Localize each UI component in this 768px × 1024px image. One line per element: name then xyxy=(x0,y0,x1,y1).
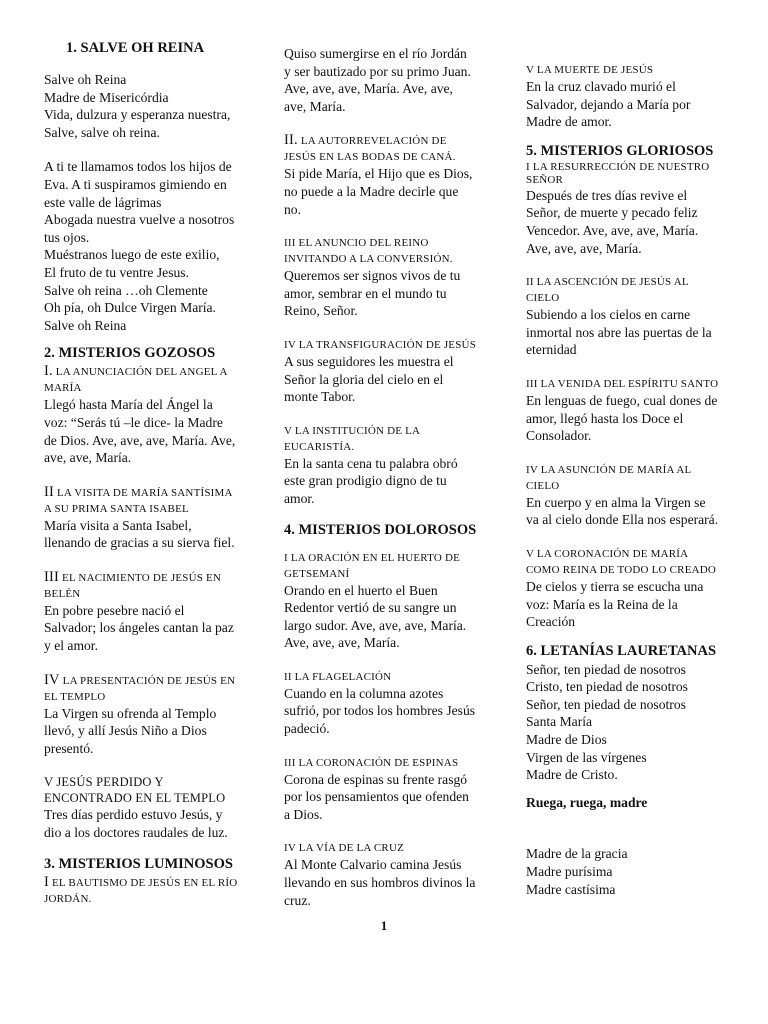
text-line: María visita a Santa Isabel, xyxy=(44,517,192,533)
mystery-number: II xyxy=(44,483,55,500)
text-line: llevó, y allí Jesús Niño a Dios xyxy=(44,723,207,739)
text-line: Madre de la gracia xyxy=(526,846,628,862)
text-line: El fruto de tu ventre Jesus. xyxy=(44,264,189,280)
mystery-title xyxy=(284,840,496,856)
mystery-title xyxy=(526,546,736,578)
mystery-text xyxy=(526,578,736,631)
text-line: Oh pía, oh Dulce Virgen María. xyxy=(44,300,216,316)
text-line: Reino, Señor. xyxy=(284,303,358,319)
text-line: Salve oh reina …oh Clemente xyxy=(44,282,208,298)
text-line: A SU PRIMA SANTA ISABEL xyxy=(44,502,189,515)
text-line: Redentor vertió de su sangre un xyxy=(284,600,457,616)
mystery-title xyxy=(526,376,736,392)
text-line: este gran prodigio digno de tu xyxy=(284,473,447,489)
text-line: va al cielo donde Ella nos esperará. xyxy=(526,512,719,528)
text-line: LA AUTORREVELACIÓN DE xyxy=(297,135,447,148)
text-line: CIELO xyxy=(526,292,560,305)
text-line: Muéstranos luego de este exilio, xyxy=(44,247,220,263)
text-line: Queremos ser signos vivos de tu xyxy=(284,268,461,284)
mystery-title-text xyxy=(44,877,266,907)
text-line: SEÑOR xyxy=(526,173,564,186)
text-line: En la cruz clavado murió el xyxy=(526,79,676,94)
mystery-text xyxy=(284,353,496,406)
mystery-title-text xyxy=(44,487,266,517)
text-line: GETSEMANÍ xyxy=(284,567,350,580)
text-line: BELÉN xyxy=(44,587,81,600)
mystery-number: I. xyxy=(44,363,53,380)
mystery-text xyxy=(44,806,266,841)
text-line: LA VISITA DE MARÍA SANTÍSIMA xyxy=(54,486,233,499)
mystery-number: I xyxy=(44,873,50,890)
text-line: eternidad xyxy=(526,342,577,358)
text-line: III LA VENIDA DEL ESPÍRITU SANTO xyxy=(526,377,719,390)
text-line: Santa María xyxy=(526,714,593,730)
text-line: CIELO xyxy=(526,479,560,492)
column-2 xyxy=(284,45,496,909)
text-line: inmortal nos abre las puertas de la xyxy=(526,324,712,340)
text-line: Salve oh Reina xyxy=(44,72,127,87)
text-line: Eva. A ti suspiramos gimiendo en xyxy=(44,176,227,192)
text-line: EL BAUTISMO DE JESÚS EN EL RÍO xyxy=(49,876,238,889)
mystery-text xyxy=(284,685,496,738)
text-line: Cristo, ten piedad de nosotros xyxy=(526,679,688,695)
text-line: tus ojos. xyxy=(44,229,90,245)
text-line: Salve oh Reina xyxy=(44,317,127,333)
text-line: INVITANDO A LA CONVERSIÓN. xyxy=(284,253,453,266)
mystery-text xyxy=(284,455,496,508)
text-line: Si pide María, el Hijo que es Dios, xyxy=(284,166,473,182)
text-line: Después de tres días revive el xyxy=(526,187,688,203)
text-line: largo sudor. Ave, ave, ave, María. xyxy=(284,617,467,633)
text-line: Madre de Dios xyxy=(526,732,607,748)
mystery-title xyxy=(44,569,266,602)
mystery-title xyxy=(526,462,736,494)
text-line: Salvador; los ángeles cantan la paz xyxy=(44,620,234,636)
text-line: a Dios. xyxy=(284,806,323,822)
column-1 xyxy=(44,38,266,907)
text-line: llevando en sus hombros divinos la xyxy=(284,875,476,891)
mystery-title xyxy=(284,755,496,771)
text-line: Consolador. xyxy=(526,428,592,444)
text-line: I LA RESURRECCIÓN DE NUESTRO xyxy=(526,160,710,173)
text-line: II LA FLAGELACIÓN xyxy=(284,670,392,683)
text-line: IV LA VÍA DE LA CRUZ xyxy=(284,842,405,855)
mystery-text xyxy=(44,517,266,552)
text-line: Madre de Misericórdia xyxy=(44,89,169,105)
mystery-text xyxy=(284,267,496,320)
section-heading-dolorosos: 4. MISTERIOS DOLOROSOS xyxy=(284,521,477,538)
text-line: En lenguas de fuego, cual dones de xyxy=(526,392,718,408)
mystery-title xyxy=(526,274,736,306)
mystery-text xyxy=(284,856,496,909)
mystery-title xyxy=(284,550,496,582)
section-heading-gozosos: 2. MISTERIOS GOZOSOS xyxy=(44,345,216,362)
text-line: Cuando en la columna azotes xyxy=(284,685,444,701)
text-line: MARÍA xyxy=(44,382,82,395)
text-line: Señor, ten piedad de nosotros xyxy=(526,661,686,677)
text-line: sufrió, por todos los hombres Jesús xyxy=(284,703,476,719)
text-line: V JESÚS PERDIDO Y xyxy=(44,775,164,790)
text-line: Creación xyxy=(526,614,576,630)
mystery-title xyxy=(284,423,496,455)
litany-text xyxy=(526,845,736,898)
text-line: JORDÁN. xyxy=(44,892,92,905)
text-line: Vencedor. Ave, ave, ave, María. xyxy=(526,222,699,238)
text-line: EL NACIMIENTO DE JESÚS EN xyxy=(59,571,222,584)
text-line: y el amor. xyxy=(44,638,98,654)
text-line: Al Monte Calvario camina Jesús xyxy=(284,857,462,873)
text-line: IV LA TRANSFIGURACIÓN DE JESÚS xyxy=(284,338,477,351)
text-line: Señor, de muerte y pecado feliz xyxy=(526,205,698,221)
mystery-title xyxy=(44,874,266,907)
text-line: Señor, ten piedad de nosotros xyxy=(526,696,686,712)
text-line: III LA CORONACIÓN DE ESPINAS xyxy=(284,756,459,769)
text-line: cruz. xyxy=(284,892,311,908)
text-line: monte Tabor. xyxy=(284,389,356,405)
text-line: Abogada nuestra vuelve a nosotros xyxy=(44,212,235,228)
litany-response: Ruega, ruega, madre xyxy=(526,794,648,810)
text-line: Salve, salve oh reina. xyxy=(44,124,160,140)
text-line: de Dios. Ave, ave, ave, María. Ave, xyxy=(44,432,236,448)
text-line: A sus seguidores les muestra el xyxy=(284,353,454,369)
text-line: IV LA ASUNCIÓN DE MARÍA AL xyxy=(526,463,692,476)
text-line: no puede a la Madre decirle que xyxy=(284,183,459,199)
text-line: por los pensamientos que ofenden xyxy=(284,789,469,805)
mystery-title xyxy=(44,484,266,517)
text-line: I LA ORACIÓN EN EL HUERTO DE xyxy=(284,551,461,564)
text-line: Subiendo a los cielos en carne xyxy=(526,307,691,323)
text-line: Tres días perdido estuvo Jesús, y xyxy=(44,807,223,823)
mystery-text xyxy=(526,494,736,529)
text-line: ave, María. xyxy=(284,98,346,114)
mystery-number: II. xyxy=(284,132,298,149)
mystery-text xyxy=(284,45,496,115)
mystery-title xyxy=(526,161,736,187)
mystery-number: III xyxy=(44,568,60,585)
text-line: Llegó hasta María del Ángel la xyxy=(44,397,213,413)
text-line: La Virgen su ofrenda al Templo xyxy=(44,705,217,721)
mystery-title xyxy=(44,672,266,705)
mystery-title xyxy=(284,669,496,685)
mystery-title-text xyxy=(44,366,266,396)
mystery-title xyxy=(44,774,266,806)
mystery-title-text xyxy=(44,675,266,705)
text-line: presentó. xyxy=(44,740,94,756)
text-line: Madre de amor. xyxy=(526,114,612,130)
column-3 xyxy=(526,62,736,898)
text-line: padeció. xyxy=(284,721,330,737)
mystery-number: IV xyxy=(44,671,60,688)
mystery-text xyxy=(526,392,736,445)
text-line: Ave, ave, ave, María. xyxy=(526,240,642,256)
mystery-title xyxy=(284,132,496,165)
text-line: LA ANUNCIACIÓN DEL ANGEL A xyxy=(52,366,228,379)
mystery-text xyxy=(44,396,266,466)
text-line: En cuerpo y en alma la Virgen se xyxy=(526,494,706,510)
mystery-text xyxy=(526,187,736,257)
mystery-title xyxy=(526,62,736,78)
section-heading-salve: 1. SALVE OH REINA xyxy=(66,40,205,56)
mystery-text xyxy=(526,306,736,359)
text-line: amor, llegó hasta los Doce el xyxy=(526,410,684,426)
text-line: JESÚS EN LAS BODAS DE CANÁ. xyxy=(284,151,456,164)
mystery-title xyxy=(44,363,266,396)
text-line: COMO REINA DE TODO LO CREADO xyxy=(526,563,717,576)
text-line: Vida, dulzura y esperanza nuestra, xyxy=(44,107,231,123)
text-line: ENCONTRADO EN EL TEMPLO xyxy=(44,791,226,806)
mystery-title xyxy=(284,235,496,267)
mystery-text xyxy=(526,78,736,131)
text-line: A ti te llamamos todos los hijos de xyxy=(44,159,232,175)
text-line: Orando en el huerto el Buen xyxy=(284,582,438,598)
text-line: Ave, ave, ave, María. xyxy=(284,635,400,651)
mystery-text xyxy=(284,771,496,824)
text-line: En la santa cena tu palabra obró xyxy=(284,455,458,471)
text-line: En pobre pesebre nació el xyxy=(44,602,185,618)
text-line: Madre castísima xyxy=(526,881,616,897)
text-line: V LA MUERTE DE JESÚS xyxy=(526,64,654,76)
text-line: Ave, ave, ave, María. Ave, ave, xyxy=(284,81,453,97)
text-line: De cielos y tierra se escucha una xyxy=(526,578,704,594)
text-line: y ser bautizado por su primo Juan. xyxy=(284,63,471,79)
mystery-text xyxy=(284,582,496,652)
mystery-text xyxy=(44,602,266,655)
text-line: Virgen de las vírgenes xyxy=(526,749,647,765)
litany-text xyxy=(526,661,736,784)
prayer-text xyxy=(44,158,266,334)
text-line: EL TEMPLO xyxy=(44,690,106,703)
text-line: ave, ave, María. xyxy=(44,450,132,466)
section-heading-luminosos: 3. MISTERIOS LUMINOSOS xyxy=(44,855,233,872)
text-line: Madre purísima xyxy=(526,864,613,880)
prayer-text xyxy=(44,71,266,141)
text-line: LA PRESENTACIÓN DE JESÚS EN xyxy=(59,674,236,687)
section-heading-letanias: 6. LETANÍAS LAURETANAS xyxy=(526,642,717,659)
text-line: Quiso sumergirse en el río Jordán xyxy=(284,46,467,61)
text-line: III EL ANUNCIO DEL REINO xyxy=(284,237,429,250)
text-line: V LA CORONACIÓN DE MARÍA xyxy=(526,547,689,560)
text-line: II LA ASCENCIÓN DE JESÚS AL xyxy=(526,276,689,289)
text-line: amor. xyxy=(284,490,315,506)
text-line: voz: “Serás tú –le dice- la Madre xyxy=(44,414,223,430)
text-line: Madre de Cristo. xyxy=(526,767,618,783)
text-line: Salvador, dejando a María por xyxy=(526,96,691,112)
text-line: EUCARISTÍA. xyxy=(284,440,355,453)
mystery-title-text xyxy=(284,135,496,165)
text-line: voz: María es la Reina de la xyxy=(526,596,678,612)
text-line: Señor la gloria del cielo en el xyxy=(284,371,444,387)
text-line: llenando de gracias a su sierva fiel. xyxy=(44,535,235,551)
section-heading-gloriosos: 5. MISTERIOS GLORIOSOS xyxy=(526,142,714,159)
mystery-title xyxy=(284,337,496,353)
text-line: no. xyxy=(284,201,301,217)
text-line: V LA INSTITUCIÓN DE LA xyxy=(284,424,421,437)
text-line: Corona de espinas su frente rasgó xyxy=(284,771,468,787)
text-line: amor, sembrar en el mundo tu xyxy=(284,285,447,301)
mystery-title-text xyxy=(44,572,266,602)
text-line: este valle de lágrimas xyxy=(44,194,162,210)
text-line: dio a los doctores raudales de luz. xyxy=(44,825,228,841)
mystery-text xyxy=(284,165,496,218)
page-number: 1 xyxy=(380,918,388,933)
mystery-text xyxy=(44,705,266,758)
